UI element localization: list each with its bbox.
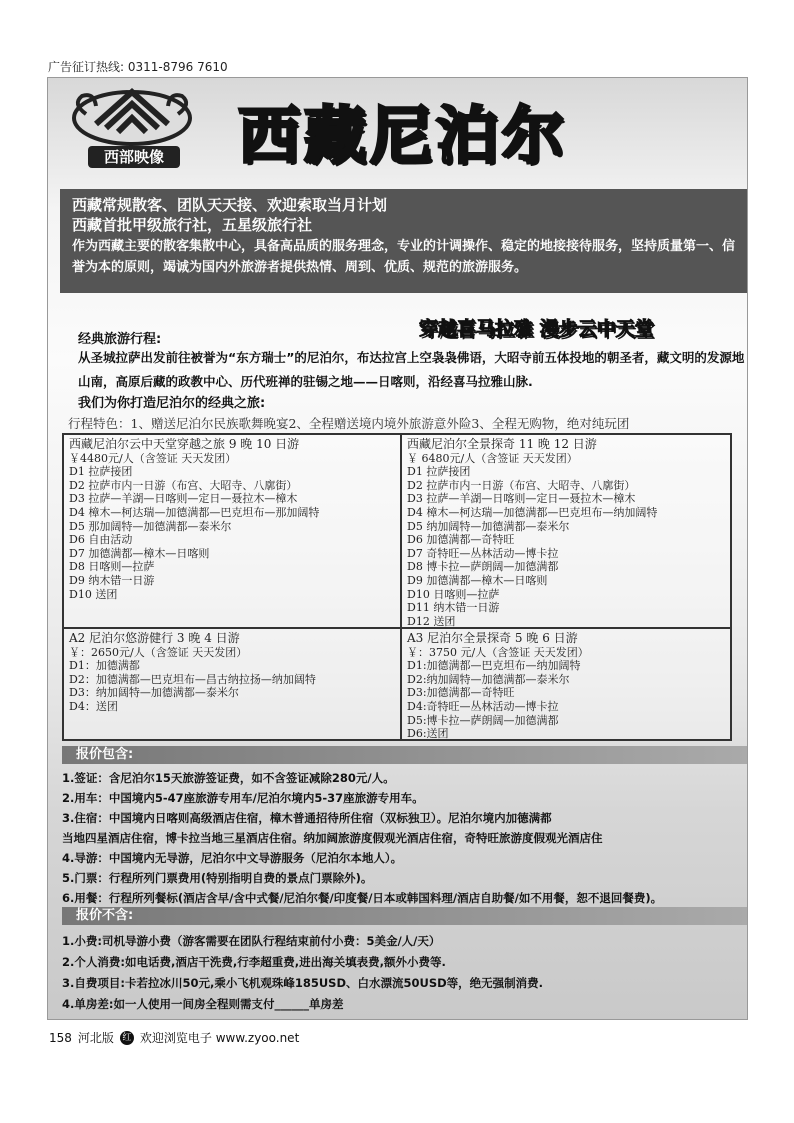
day-item: D7 奇特旺—丛林活动—博卡拉 (407, 546, 559, 560)
day-item: D12 送团 (407, 614, 456, 628)
intro-heading: 我们为你打造尼泊尔的经典之旅: (78, 396, 266, 411)
day-item: D3 拉萨—羊湖—日喀则—定日—聂拉木—樟木 (69, 492, 298, 506)
day-item: D5 那加阔特—加德满都—泰米尔 (69, 519, 232, 533)
banner-paragraph: 作为西藏主要的散客集散中心，具备高品质的服务理念，专业的计调操作、稳定的地接接待服务，坚持质量第一、信誉为本的原则，竭诚为国内外旅游者提供热情、周到、优质、规范的旅游服务。 (72, 239, 736, 275)
day-item: D9 加德满都—樟木—日喀则 (407, 573, 548, 587)
day-item: D11 纳木错一日游 (407, 601, 500, 615)
day-item: D1:加德满都—巴克坦布—纳加阔特 (407, 659, 581, 673)
day-item: D5:博卡拉—萨朗阔—加德满都 (407, 713, 559, 727)
day-item: D4：送团 (69, 699, 118, 713)
included-item: 4.导游：中国境内无导游，尼泊尔中文导游服务（尼泊尔本地人）。 (62, 851, 403, 865)
tour-price: ￥：3750 元/人（含签证 天天发团） (407, 645, 589, 659)
included-item: 当地四星酒店住宿，博卡拉当地三星酒店住宿。纳加阔旅游度假观光酒店住宿，奇特旺旅游度假观光酒店住 (62, 831, 603, 845)
day-item: D2：加德满都—巴克坦布—昌古纳拉扬—纳加阔特 (69, 672, 316, 686)
day-list (407, 465, 725, 628)
tour-price: ￥4480元/人（含签证 天天发团） (69, 451, 237, 465)
excluded-list (62, 931, 748, 1015)
edition-label: 河北版 (77, 1031, 114, 1045)
day-item: D1 拉萨接团 (69, 465, 133, 479)
day-item: D9 纳木错一日游 (69, 573, 155, 587)
excluded-item: 4.单房差:如一人使用一间房全程则需支付______单房差 (62, 997, 344, 1011)
tour-title: 西藏尼泊尔全景探奇 11 晚 12 日游 (407, 437, 597, 451)
day-item: D2:纳加阔特—加德满都—泰米尔 (407, 672, 570, 686)
day-item: D1 拉萨接团 (407, 465, 471, 479)
day-item: D6 自由活动 (69, 533, 133, 547)
tour-card (63, 434, 401, 628)
intro-banner (60, 189, 748, 293)
day-list (407, 659, 725, 740)
day-item: D8 博卡拉—萨朗阔—加德满都 (407, 560, 559, 574)
included-item: 6.用餐：行程所列餐标(酒店含早/含中式餐/尼泊尔餐/印度餐/日本或韩国料理/酒店自助餐/如不用餐，恕不退回餐费)。 (62, 891, 663, 905)
tour-grid (62, 433, 732, 741)
classic-label: 经典旅游行程: (78, 332, 162, 347)
included-item: 1.签证：含尼泊尔15天旅游签证费，如不含签证减除280元/人。 (62, 771, 395, 785)
company-logo (66, 84, 198, 170)
tour-title: A2 尼泊尔悠游健行 3 晚 4 日游 (69, 631, 240, 645)
tour-price: ￥ 6480元/人（含签证 天天发团） (407, 451, 578, 465)
tour-title: 西藏尼泊尔云中天堂穿越之旅 9 晚 10 日游 (69, 437, 300, 451)
included-item: 2.用车：中国境内5-47座旅游专用车/尼泊尔境内5-37座旅游专用车。 (62, 791, 424, 805)
excluded-item: 3.自费项目:卡若拉冰川50元,乘小飞机观珠峰185USD、白水漂流50USD等，绝无强制消费. (62, 976, 544, 990)
page-title: 西藏尼泊尔 (238, 99, 569, 172)
knot-logo-icon (66, 84, 198, 146)
included-list (62, 768, 748, 908)
banner-line-1: 西藏常规散客、团队天天接、欢迎索取当月计划 (72, 196, 388, 214)
advert-page (47, 77, 748, 1020)
day-item: D6 加德满都—奇特旺 (407, 533, 515, 547)
day-item: D5 纳加阔特—加德满都—泰米尔 (407, 519, 570, 533)
included-item: 5.门票：行程所列门票费用(特别指明自费的景点门票除外)。 (62, 871, 373, 885)
tour-title: A3 尼泊尔全景探奇 5 晚 6 日游 (407, 631, 578, 645)
day-item: D3 拉萨—羊湖—日喀则—定日—聂拉木—樟木 (407, 492, 636, 506)
included-heading: 报价包含: (62, 746, 748, 764)
page-number: 158 (49, 1030, 72, 1045)
day-item: D1：加德满都 (69, 659, 140, 673)
day-item: D8 日喀则—拉萨 (69, 560, 155, 574)
day-item: D4 樟木—柯达瑞—加德满都—巴克坦布—那加阔特 (69, 505, 320, 519)
day-item: D4:奇特旺—丛林活动—博卡拉 (407, 699, 559, 713)
excluded-heading: 报价不含: (62, 907, 748, 925)
day-item: D10 送团 (69, 587, 118, 601)
day-item: D2 拉萨市内一日游（布宫、大昭寺、八廓街） (69, 478, 298, 492)
page-footer (49, 1029, 299, 1046)
day-item: D6:送团 (407, 727, 449, 740)
red-badge-icon: 红 (120, 1031, 134, 1045)
slogan: 穿越喜马拉雅 漫步云中天堂 (419, 318, 654, 340)
day-item: D3：纳加阔特—加德满都—泰米尔 (69, 686, 239, 700)
included-item: 3.住宿：中国境内日喀则高级酒店住宿，樟木普通招待所住宿（双标独卫）。尼泊尔境内加德满都 (62, 811, 552, 825)
day-item: D7 加德满都—樟木—日喀则 (69, 546, 210, 560)
tour-features: 行程特色：1、赠送尼泊尔民族歌舞晚宴2、全程赠送境内境外旅游意外险3、全程无购物，绝对纯玩团 (68, 416, 630, 431)
intro-text: 从圣城拉萨出发前往被誉为“东方瑞士”的尼泊尔，布达拉宫上空袅袅佛语，大昭寺前五体投地的朝圣者，藏文明的发源地山南，高原后藏的政教中心、历代班禅的驻锡之地——日喀则，沿经喜马拉雅山脉. (78, 350, 745, 389)
day-list (69, 465, 395, 601)
tour-card (401, 434, 731, 628)
tour-card (63, 628, 401, 740)
day-item: D2 拉萨市内一日游（布宫、大昭寺、八廓街） (407, 478, 636, 492)
banner-line-2: 西藏首批甲级旅行社，五星级旅行社 (72, 216, 313, 234)
excluded-item: 1.小费:司机导游小费（游客需要在团队行程结束前付小费：5美金/人/天） (62, 934, 441, 948)
logo-text: 西部映像 (88, 146, 180, 168)
day-item: D10 日喀则—拉萨 (407, 587, 500, 601)
day-item: D4 樟木—柯达瑞—加德满都—巴克坦布—纳加阔特 (407, 505, 658, 519)
day-item: D3:加德满都—奇特旺 (407, 686, 515, 700)
excluded-item: 2.个人消费:如电话费,酒店干洗费,行李超重费,进出海关填表费,额外小费等. (62, 955, 446, 969)
tour-card (401, 628, 731, 740)
ad-hotline: 广告征订热线: 0311-8796 7610 (48, 60, 228, 74)
footer-link[interactable]: 欢迎浏览电子 www.zyoo.net (139, 1031, 300, 1045)
day-list (69, 659, 395, 713)
tour-price: ￥：2650元/人（含签证 天天发团） (69, 645, 248, 659)
